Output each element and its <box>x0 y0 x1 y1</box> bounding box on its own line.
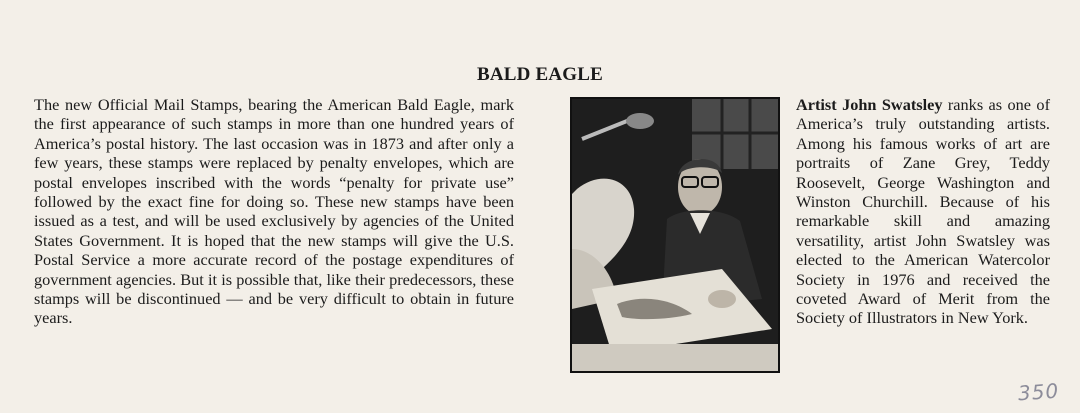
page-title: BALD EAGLE <box>476 64 604 85</box>
artist-photo <box>570 97 780 373</box>
artist-photo-illustration <box>572 99 778 371</box>
artist-name-lead: Artist John Swatsley <box>796 95 943 114</box>
artist-bio-text: ranks as one of America’s truly outstanding artists. Among his famous works of art are portraits of Zane Grey, Teddy Roosevelt, George Washington and Winston Churchill. Because of his remarkable skill and amazing versatility, artist John Swatsley was elected to the American Watercolor Society in 1976 and received the coveted Award of Merit from the Society of Illustrators in New York. <box>796 95 1050 328</box>
stamp-description-paragraph: The new Official Mail Stamps, bearing the American Bald Eagle, mark the first appearance of such stamps in more than one hundred years of America’s postal history. The last occasion was in 1873 and after only a few years, these stamps were replaced by penalty envelopes, which are postal envelopes inscribed with the words “penalty for private use” followed by the exact fine for doing so. These new stamps have been issued as a test, and will be used exclusively by agencies of the United States Government. It is hoped that the new stamps will give the U.S. Postal Service a more accurate record of the postage expenditures of government agencies. But it is possible that, like their predecessors, these stamps will be discontinued — and be very difficult to obtain in future years. <box>34 95 514 328</box>
handwritten-page-number: 350 <box>1017 378 1060 406</box>
artist-bio-paragraph <box>796 95 1050 328</box>
